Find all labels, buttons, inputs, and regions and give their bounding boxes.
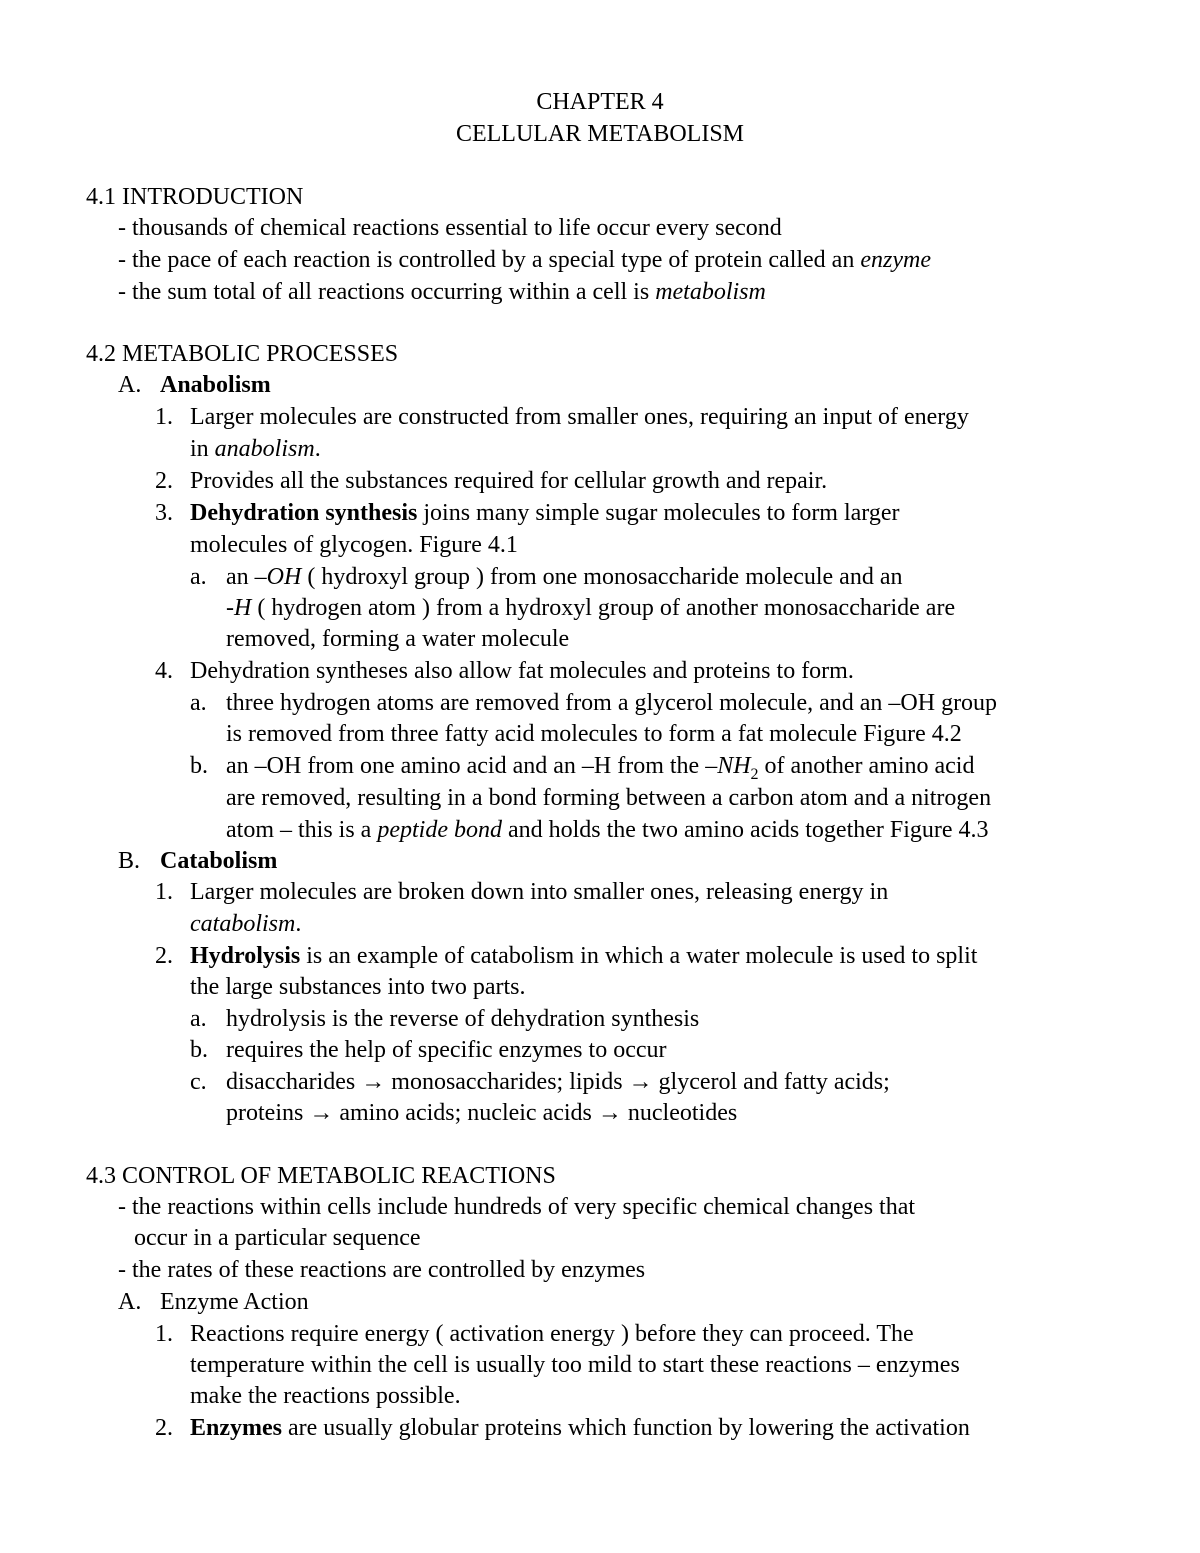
list-item-text: disaccharides → monosaccharides; lipids → glycerol and fatty acids; (226, 1069, 890, 1095)
list-marker: 1. (155, 1321, 173, 1347)
list-item-text: catabolism. (190, 911, 302, 937)
list-item-text: atom – this is a peptide bond and holds the two amino acids together Figure 4.3 (226, 817, 989, 843)
list-marker: a. (190, 564, 207, 590)
list-marker: 2. (155, 1415, 173, 1441)
list-marker: 1. (155, 879, 173, 905)
subsection-title-anabolism: Anabolism (160, 372, 271, 398)
term-metabolism: metabolism (655, 279, 766, 305)
list-item-text: an –OH ( hydroxyl group ) from one monosaccharide molecule and an (226, 564, 903, 590)
list-item-text: hydrolysis is the reverse of dehydration synthesis (226, 1006, 700, 1032)
list-item-text: in anabolism. (190, 436, 321, 462)
list-marker: a. (190, 1006, 207, 1032)
list-item-text: Dehydration syntheses also allow fat molecules and proteins to form. (190, 658, 854, 684)
chapter-number: CHAPTER 4 (536, 89, 664, 115)
list-marker: a. (190, 690, 207, 716)
list-marker: b. (190, 753, 208, 779)
list-item-text: Reactions require energy ( activation energy ) before they can proceed. The (190, 1321, 914, 1347)
list-item-text: requires the help of specific enzymes to occur (226, 1037, 667, 1063)
bullet-text: - the reactions within cells include hundreds of very specific chemical changes that (118, 1194, 916, 1220)
bullet-text: occur in a particular sequence (134, 1225, 421, 1251)
term-peptide-bond: peptide bond (377, 817, 502, 843)
chapter-title: CELLULAR METABOLISM (455, 121, 745, 147)
list-item-text: Larger molecules are broken down into smaller ones, releasing energy in (190, 879, 889, 905)
list-item-text: Dehydration synthesis joins many simple sugar molecules to form larger (190, 500, 900, 526)
subsection-marker: A. (118, 1289, 142, 1315)
list-item-text: temperature within the cell is usually too mild to start these reactions – enzymes (190, 1352, 960, 1378)
list-item-text: an –OH from one amino acid and an –H from the $-NH_2$ of another amino acid (226, 753, 975, 783)
list-item-text: Enzymes are usually globular proteins which function by lowering the activation (190, 1415, 970, 1441)
term-enzyme: enzyme (860, 247, 931, 273)
list-item-text: -H ( hydrogen atom ) from a hydroxyl group of another monosaccharide are (226, 595, 956, 621)
bullet-text: - the sum total of all reactions occurring within a cell is metabolism (118, 279, 766, 305)
list-marker: c. (190, 1069, 207, 1095)
subsection-marker: A. (118, 372, 142, 398)
list-marker: 4. (155, 658, 173, 684)
list-item-text: removed, forming a water molecule (226, 626, 570, 652)
list-item-text: molecules of glycogen. Figure 4.1 (190, 532, 518, 558)
section-heading-4-3: 4.3 CONTROL OF METABOLIC REACTIONS (86, 1163, 556, 1189)
bullet-text: - the rates of these reactions are controlled by enzymes (118, 1257, 646, 1283)
list-item-text: are removed, resulting in a bond forming between a carbon atom and a nitrogen (226, 785, 992, 811)
list-marker: 1. (155, 404, 173, 430)
list-item-text: three hydrogen atoms are removed from a glycerol molecule, and an –OH group (226, 690, 998, 716)
bullet-text: - the pace of each reaction is controlled by a special type of protein called an enzyme (118, 247, 931, 273)
list-item-text: Provides all the substances required for cellular growth and repair. (190, 468, 828, 494)
list-marker: 3. (155, 500, 173, 526)
list-item-text: proteins → amino acids; nucleic acids → nucleotides (226, 1100, 738, 1126)
list-item-text: is removed from three fatty acid molecules to form a fat molecule Figure 4.2 (226, 721, 962, 747)
list-item-text: the large substances into two parts. (190, 974, 526, 1000)
subsection-title-enzyme-action: Enzyme Action (160, 1289, 309, 1315)
bullet-text: - thousands of chemical reactions essential to life occur every second (118, 215, 782, 241)
list-marker: 2. (155, 468, 173, 494)
list-marker: 2. (155, 943, 173, 969)
list-item-text: Hydrolysis is an example of catabolism in which a water molecule is used to split (190, 943, 978, 969)
subsection-marker: B. (118, 848, 141, 874)
list-marker: b. (190, 1037, 208, 1063)
list-item-text: make the reactions possible. (190, 1383, 461, 1409)
section-heading-4-1: 4.1 INTRODUCTION (86, 184, 304, 210)
list-item-text: Larger molecules are constructed from smaller ones, requiring an input of energy (190, 404, 969, 430)
section-heading-4-2: 4.2 METABOLIC PROCESSES (86, 341, 399, 367)
subsection-title-catabolism: Catabolism (160, 848, 278, 874)
